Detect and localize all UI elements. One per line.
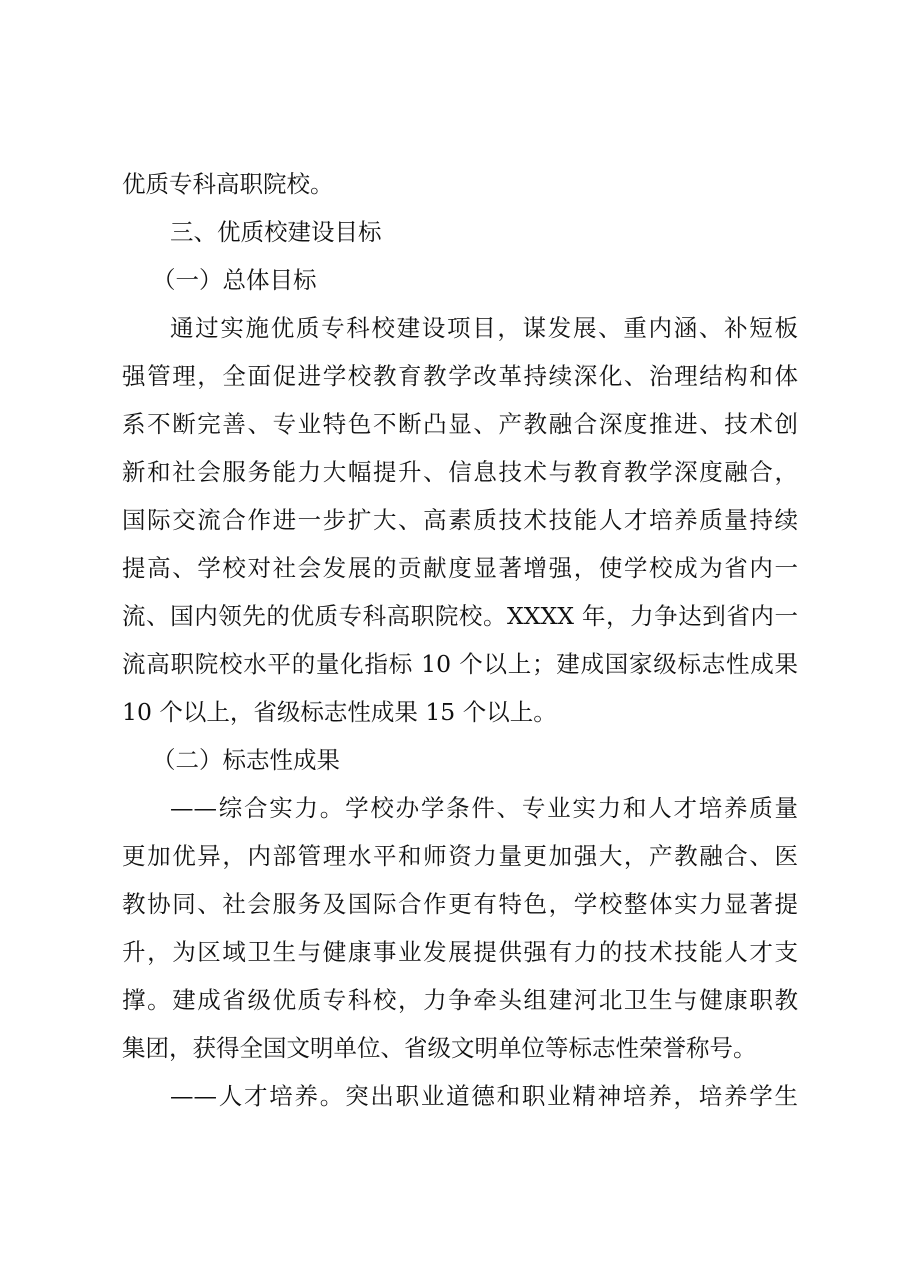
section-heading: 三、优质校建设目标 xyxy=(170,218,382,246)
paragraph-line: 更加优异，内部管理水平和师资力量更加强大，产教融合、医 xyxy=(122,842,798,870)
paragraph-line: 优质专科高职院校。 xyxy=(122,170,334,198)
document-body xyxy=(122,160,798,1120)
subsection-heading: （一）总体目标 xyxy=(152,266,317,294)
paragraph-line: 新和社会服务能力大幅提升、信息技术与教育教学深度融合， xyxy=(122,458,798,486)
paragraph-line: 国际交流合作进一步扩大、高素质技术技能人才培养质量持续 xyxy=(122,506,798,534)
paragraph-line: 流高职院校水平的量化指标 10 个以上；建成国家级标志性成果 xyxy=(122,650,798,678)
paragraph-line: ——综合实力。学校办学条件、专业实力和人才培养质量 xyxy=(170,794,798,822)
paragraph-line: 10 个以上，省级标志性成果 15 个以上。 xyxy=(122,698,557,726)
paragraph-line: 流、国内领先的优质专科高职院校。XXXX 年，力争达到省内一 xyxy=(122,602,798,630)
paragraph-line: 升，为区域卫生与健康事业发展提供强有力的技术技能人才支 xyxy=(122,938,798,966)
paragraph-line: 教协同、社会服务及国际合作更有特色，学校整体实力显著提 xyxy=(122,890,798,918)
paragraph-line: 集团，获得全国文明单位、省级文明单位等标志性荣誉称号。 xyxy=(122,1034,757,1062)
subsection-heading: （二）标志性成果 xyxy=(152,746,340,774)
paragraph-line: 提高、学校对社会发展的贡献度显著增强，使学校成为省内一 xyxy=(122,554,798,582)
paragraph-line: 通过实施优质专科校建设项目，谋发展、重内涵、补短板 xyxy=(170,314,798,342)
paragraph-line: ——人才培养。突出职业道德和职业精神培养，培养学生 xyxy=(170,1082,798,1110)
paragraph-line: 系不断完善、专业特色不断凸显、产教融合深度推进、技术创 xyxy=(122,410,798,438)
paragraph-line: 撑。建成省级优质专科校，力争牵头组建河北卫生与健康职教 xyxy=(122,986,798,1014)
paragraph-line: 强管理，全面促进学校教育教学改革持续深化、治理结构和体 xyxy=(122,362,798,390)
